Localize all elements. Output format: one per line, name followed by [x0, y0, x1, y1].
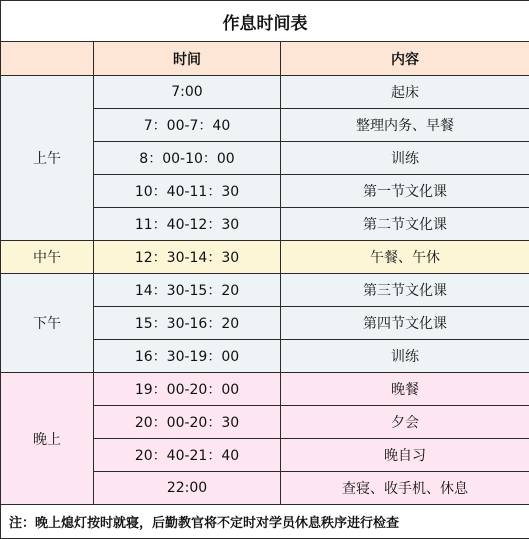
period-label-afternoon: 下午: [1, 274, 94, 373]
schedule-row: [1, 76, 529, 109]
schedule-row: [1, 241, 529, 274]
time-cell: 16：30-19：00: [94, 340, 281, 373]
time-cell: 20：00-20：30: [94, 406, 281, 439]
time-cell: 12：30-14：30: [94, 241, 281, 274]
time-cell: 19：00-20：00: [94, 373, 281, 406]
content-cell: 晚自习: [281, 439, 529, 472]
period-label-noon: 中午: [1, 241, 94, 274]
time-column-header: 时间: [94, 42, 281, 76]
table-title: 作息时间表: [1, 1, 529, 42]
header-row: [1, 42, 529, 76]
content-cell: 第一节文化课: [281, 175, 529, 208]
content-column-header: 内容: [281, 42, 529, 76]
time-cell: 7:00: [94, 76, 281, 109]
content-cell: 训练: [281, 142, 529, 175]
period-label-evening: 晚上: [1, 373, 94, 505]
content-cell: 查寝、收手机、休息: [281, 472, 529, 505]
schedule-row: [1, 274, 529, 307]
content-cell: 午餐、午休: [281, 241, 529, 274]
time-cell: 15：30-16：20: [94, 307, 281, 340]
content-cell: 第三节文化课: [281, 274, 529, 307]
time-cell: 14：30-15：20: [94, 274, 281, 307]
schedule-row: [1, 373, 529, 406]
content-cell: 第四节文化课: [281, 307, 529, 340]
time-cell: 8：00-10：00: [94, 142, 281, 175]
time-cell: 11：40-12：30: [94, 208, 281, 241]
time-cell: 22:00: [94, 472, 281, 505]
time-cell: 20：40-21：40: [94, 439, 281, 472]
content-cell: 夕会: [281, 406, 529, 439]
time-cell: 7：00-7：40: [94, 109, 281, 142]
content-cell: 整理内务、早餐: [281, 109, 529, 142]
header-blank-cell: [1, 42, 94, 76]
time-cell: 10：40-11：30: [94, 175, 281, 208]
content-cell: 第二节文化课: [281, 208, 529, 241]
period-label-morning: 上午: [1, 76, 94, 241]
content-cell: 起床: [281, 76, 529, 109]
content-cell: 训练: [281, 340, 529, 373]
content-cell: 晚餐: [281, 373, 529, 406]
footnote: 注：晚上熄灯按时就寝，后勤教官将不定时对学员休息秩序进行检查: [1, 505, 529, 539]
